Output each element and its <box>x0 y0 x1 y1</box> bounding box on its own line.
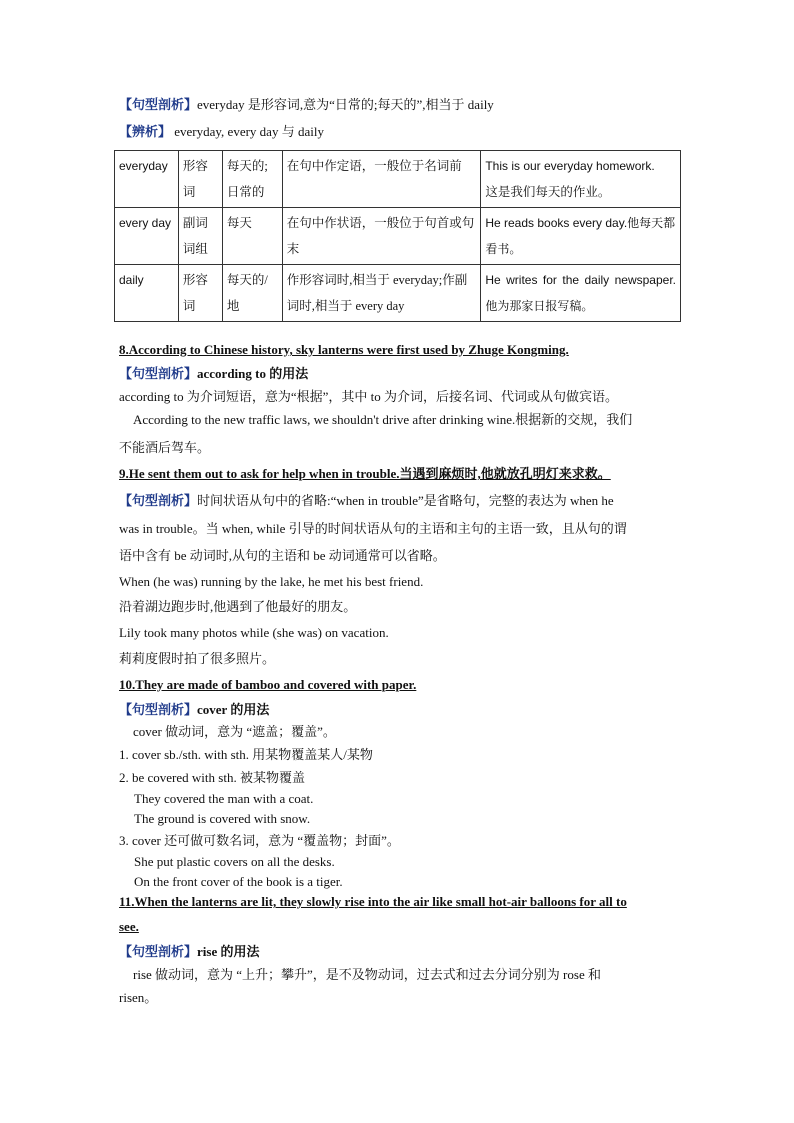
table-cell-meaning: 每天 <box>222 208 282 265</box>
body-text: 语中含有 be 动词时,从句的主语和 be 动词通常可以省略。 <box>119 548 446 563</box>
list-item: 3. cover 还可做可数名词，意为 “覆盖物；封面”。 <box>119 833 400 848</box>
list-item: 2. be covered with sth. 被某物覆盖 <box>119 770 305 785</box>
body-text: was in trouble。当 when, while 引导的时间状语从句的主语和主句的主语一致，且从句的谓 <box>119 521 627 536</box>
example-sentence: The ground is covered with snow. <box>134 811 311 826</box>
body-text: according to 为介词短语，意为“根据”，其中 to 为介词，后接名词、代词或从句做宾语。 <box>119 389 619 404</box>
body-text: cover 做动词，意为 “遮盖；覆盖”。 <box>133 724 336 739</box>
tag-title: cover 的用法 <box>197 702 270 717</box>
table-cell-pos: 形容词 <box>178 265 222 322</box>
example-sentence: Lily took many photos while (she was) on vacation. <box>119 625 389 640</box>
table-cell-meaning: 每天的/地 <box>222 265 282 322</box>
table-row <box>115 265 681 322</box>
table-row <box>115 151 681 208</box>
table-cell-word: every day <box>115 208 179 265</box>
analysis-text: 时间状语从句中的省略:“when in trouble”是省略句，完整的表达为 when he <box>197 493 614 508</box>
example-cn: 这是我们每天的作业。 <box>485 185 611 199</box>
bianxi-line <box>119 123 324 141</box>
analysis-line <box>119 96 494 114</box>
table-cell-usage: 在句中作定语，一般位于名词前 <box>282 151 481 208</box>
example-sentence: When (he was) running by the lake, he met his best friend. <box>119 574 424 589</box>
table-cell-word: daily <box>115 265 179 322</box>
example-en: This is our everyday homework. <box>485 159 655 173</box>
analysis-line <box>119 943 259 961</box>
table-cell-word: everyday <box>115 151 179 208</box>
table-cell-example: He writes for the daily newspaper.他为那家日报写稿。 <box>481 265 681 322</box>
body-text: risen。 <box>119 990 158 1005</box>
table-cell-usage: 在句中作状语，一般位于句首或句末 <box>282 208 481 265</box>
sentence-heading: 9.He sent them out to ask for help when in trouble.当遇到麻烦时,他就放孔明灯来求救。 <box>119 466 611 481</box>
analysis-line <box>119 365 308 383</box>
example-sentence: According to the new traffic laws, we shouldn't drive after drinking wine.根据新的交规，我们 <box>133 412 633 427</box>
section-tag: 【句型剖析】 <box>119 702 198 717</box>
example-translation: 沿着湖边跑步时,他遇到了他最好的朋友。 <box>119 599 357 614</box>
example-sentence: She put plastic covers on all the desks. <box>134 854 335 869</box>
tag-title: rise 的用法 <box>197 944 260 959</box>
body-text: rise 做动词，意为 “上升；攀升”，是不及物动词，过去式和过去分词分别为 rose 和 <box>133 967 601 982</box>
sentence-heading-continued: see. <box>119 919 139 934</box>
section-tag: 【句型剖析】 <box>119 493 198 508</box>
sentence-heading: 11.When the lanterns are lit, they slowly rise into the air like small hot-air balloons for all to <box>119 894 627 909</box>
table-cell-meaning: 每天的;日常的 <box>222 151 282 208</box>
example-translation: 不能酒后驾车。 <box>119 440 211 455</box>
example-sentence: They covered the man with a coat. <box>134 791 314 806</box>
list-item: 1. cover sb./sth. with sth. 用某物覆盖某人/某物 <box>119 747 373 762</box>
example-sentence: On the front cover of the book is a tiger. <box>134 874 343 889</box>
table-cell-pos: 形容词 <box>178 151 222 208</box>
table-cell-example: He reads books every day.他每天都看书。 <box>481 208 681 265</box>
analysis-line <box>119 492 614 510</box>
table-cell-pos: 副词词组 <box>178 208 222 265</box>
table-cell-example <box>481 151 681 208</box>
bianxi-tag: 【辨析】 <box>119 124 172 139</box>
sentence-heading: 8.According to Chinese history, sky lanterns were first used by Zhuge Kongming. <box>119 342 569 357</box>
section-tag: 【句型剖析】 <box>119 366 198 381</box>
sentence-heading: 10.They are made of bamboo and covered with paper. <box>119 677 417 692</box>
analysis-line <box>119 701 269 719</box>
analysis-text: everyday 是形容词,意为“日常的;每天的”,相当于 daily <box>197 97 494 112</box>
table-cell-usage: 作形容词时,相当于 everyday;作副词时,相当于 every day <box>282 265 481 322</box>
bianxi-text: everyday, every day 与 daily <box>171 124 324 139</box>
tag-title: according to 的用法 <box>197 366 309 381</box>
table-row <box>115 208 681 265</box>
example-translation: 莉莉度假时拍了很多照片。 <box>119 651 276 666</box>
comparison-table <box>114 150 681 322</box>
section-tag: 【句型剖析】 <box>119 97 198 112</box>
section-tag: 【句型剖析】 <box>119 944 198 959</box>
